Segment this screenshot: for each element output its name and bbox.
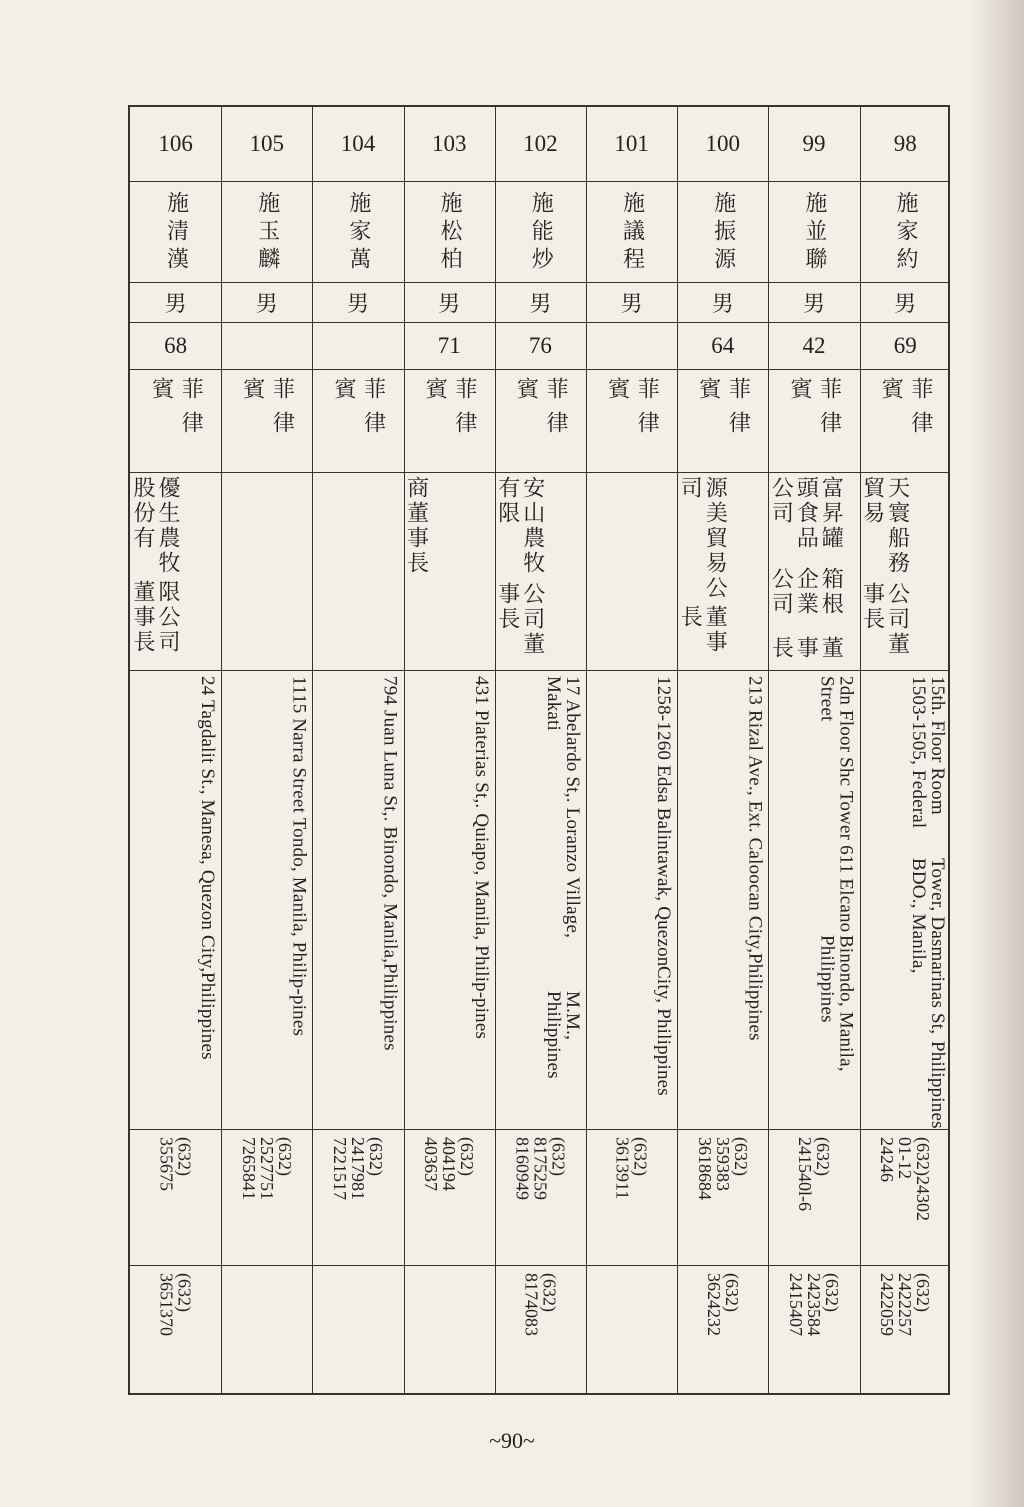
phone-line: (632)24302 bbox=[913, 1137, 934, 1221]
nationality-cell bbox=[495, 369, 586, 472]
column-divider bbox=[404, 107, 405, 1393]
divider-name bbox=[130, 282, 948, 283]
position-text bbox=[677, 472, 733, 670]
address-line: 15th. Floor Room 1503-1505, Federal bbox=[907, 676, 948, 829]
gender-cell bbox=[860, 282, 951, 322]
age: 68 bbox=[164, 332, 188, 358]
position-cell bbox=[586, 472, 677, 670]
record-id-cell bbox=[677, 107, 768, 181]
address-line: 2dn Floor Shc Tower 611 Elcano Street bbox=[816, 676, 857, 933]
gender: 男 bbox=[255, 291, 278, 317]
gender: 男 bbox=[164, 291, 187, 317]
position-line: 董事長 bbox=[403, 501, 429, 576]
gender: 男 bbox=[346, 291, 369, 317]
phone2-cell bbox=[404, 1265, 495, 1397]
address-text bbox=[909, 676, 947, 1129]
record-id-cell bbox=[495, 107, 586, 181]
record-id-cell bbox=[221, 107, 312, 181]
phone-line: (632) bbox=[730, 1137, 751, 1176]
phone-line: 2527751 bbox=[256, 1137, 277, 1200]
phone2-text bbox=[787, 1273, 841, 1397]
address-line: 24 Tagdalit St., Manesa, Quezon City, bbox=[197, 676, 219, 973]
record-id: 100 bbox=[705, 131, 741, 156]
name-cell bbox=[586, 181, 677, 282]
record-id-cell bbox=[312, 107, 403, 181]
position-line: 公司董事長 bbox=[494, 581, 545, 657]
position-text bbox=[768, 472, 849, 670]
phone-cell bbox=[130, 1129, 221, 1265]
name-cell bbox=[404, 181, 495, 282]
record-column bbox=[586, 107, 677, 1393]
phone-cell bbox=[495, 1129, 586, 1265]
gender-cell bbox=[586, 282, 677, 322]
phone-line: 403637 bbox=[421, 1137, 442, 1191]
phone2-cell bbox=[495, 1265, 586, 1397]
address-cell bbox=[130, 670, 221, 1129]
age-cell bbox=[677, 322, 768, 369]
column-divider bbox=[677, 107, 678, 1393]
divider-address bbox=[130, 1129, 948, 1130]
column-divider bbox=[860, 107, 861, 1393]
record-column bbox=[221, 107, 312, 1393]
address-line: 1258-1260 Edsa Balintawak, Quezon bbox=[653, 676, 675, 967]
position-cell bbox=[404, 472, 495, 670]
page-number: ~90~ bbox=[489, 1428, 535, 1453]
age: 76 bbox=[528, 332, 552, 358]
age-cell bbox=[768, 322, 859, 369]
address-text bbox=[818, 676, 856, 1129]
name-cell bbox=[221, 181, 312, 282]
position-cell bbox=[677, 472, 768, 670]
record-id: 105 bbox=[249, 131, 285, 156]
phone-line: (632) bbox=[812, 1137, 833, 1176]
nationality-cell bbox=[404, 369, 495, 472]
name-cell bbox=[495, 181, 586, 282]
phone-line: 404194 bbox=[439, 1137, 460, 1191]
phone-text bbox=[513, 1137, 567, 1265]
person-name: 施清漢 bbox=[163, 191, 189, 275]
age: 64 bbox=[711, 332, 735, 358]
phone2-cell bbox=[586, 1265, 677, 1397]
nationality: 菲律賓 bbox=[239, 377, 295, 445]
nationality: 菲律賓 bbox=[513, 377, 569, 445]
position-line: 源美貿易公司 bbox=[677, 476, 728, 601]
record-column bbox=[404, 107, 495, 1393]
phone2-line: 8174083 bbox=[521, 1273, 542, 1336]
phone-line: (632) bbox=[457, 1137, 478, 1176]
position-line: 董事長 bbox=[677, 605, 728, 656]
gender: 男 bbox=[620, 291, 643, 317]
column-divider bbox=[495, 107, 496, 1393]
person-name: 施玉麟 bbox=[254, 191, 280, 275]
name-cell bbox=[130, 181, 221, 282]
nationality-cell bbox=[860, 369, 951, 472]
address-cell bbox=[312, 670, 403, 1129]
divider-phone bbox=[130, 1265, 948, 1266]
nationality: 菲律賓 bbox=[422, 377, 477, 445]
gender-cell bbox=[404, 282, 495, 322]
phone-line: 8160949 bbox=[512, 1137, 533, 1200]
gender: 男 bbox=[438, 291, 461, 317]
phone-line: 8175259 bbox=[530, 1137, 551, 1200]
phone-line: (632) bbox=[174, 1137, 195, 1176]
address-cell bbox=[404, 670, 495, 1129]
nationality: 菲律賓 bbox=[148, 377, 204, 445]
age: 69 bbox=[893, 332, 917, 358]
phone-cell bbox=[221, 1129, 312, 1265]
record-id: 104 bbox=[340, 131, 376, 156]
phone-line: (632) bbox=[630, 1137, 651, 1176]
column-divider bbox=[586, 107, 587, 1393]
record-column bbox=[130, 107, 221, 1393]
position-line: 限公司董事長 bbox=[130, 580, 180, 656]
address-cell bbox=[768, 670, 859, 1129]
record-id-cell bbox=[404, 107, 495, 181]
person-name: 施能炒 bbox=[528, 191, 554, 275]
address-text bbox=[472, 676, 491, 1129]
record-column bbox=[495, 107, 586, 1393]
phone2-line: (632) bbox=[539, 1273, 560, 1312]
divider-gender bbox=[130, 322, 948, 323]
divider-position bbox=[130, 670, 948, 671]
position-line: 公司董事長 bbox=[859, 581, 910, 657]
address-line: Philippines bbox=[744, 953, 766, 1041]
phone-text bbox=[422, 1137, 476, 1265]
record-id: 99 bbox=[802, 131, 826, 156]
address-text bbox=[198, 676, 217, 1129]
phone-line: (632) bbox=[365, 1137, 386, 1176]
phone2-text bbox=[522, 1273, 558, 1397]
nationality-cell bbox=[130, 369, 221, 472]
address-cell bbox=[860, 670, 951, 1129]
phone-line: 359383 bbox=[712, 1137, 733, 1191]
gender-cell bbox=[130, 282, 221, 322]
age-cell bbox=[404, 322, 495, 369]
divider-id bbox=[130, 181, 948, 182]
phone-text bbox=[331, 1137, 385, 1265]
gender-cell bbox=[221, 282, 312, 322]
nationality: 菲律賓 bbox=[330, 377, 386, 445]
record-id: 98 bbox=[893, 131, 917, 156]
record-id-cell bbox=[586, 107, 677, 181]
position-line: 安山農牧有限 bbox=[494, 476, 545, 576]
record-column bbox=[860, 107, 951, 1393]
gender-cell bbox=[495, 282, 586, 322]
age-cell bbox=[221, 322, 312, 369]
phone2-line: 3624232 bbox=[703, 1273, 724, 1336]
phone-line: 01-12 bbox=[895, 1137, 916, 1179]
address-text bbox=[745, 676, 764, 1129]
phone-cell bbox=[312, 1129, 403, 1265]
phone-text bbox=[158, 1137, 194, 1265]
age: 71 bbox=[437, 332, 461, 358]
position-text bbox=[404, 472, 435, 670]
column-divider bbox=[768, 107, 769, 1393]
record-id: 102 bbox=[523, 131, 558, 156]
address-line: pines bbox=[288, 994, 310, 1036]
name-cell bbox=[860, 181, 951, 282]
person-name: 施家萬 bbox=[345, 191, 371, 275]
record-column bbox=[677, 107, 768, 1393]
position-text bbox=[860, 472, 916, 670]
person-name: 施家約 bbox=[893, 191, 919, 275]
address-text bbox=[289, 676, 308, 1129]
record-id-cell bbox=[768, 107, 859, 181]
phone-line: 3613911 bbox=[612, 1137, 633, 1200]
nationality: 菲律賓 bbox=[695, 377, 751, 445]
phone2-line: (632) bbox=[821, 1273, 842, 1312]
address-line: pines bbox=[470, 998, 492, 1040]
address-line: City, Philippines bbox=[653, 966, 675, 1097]
gender: 男 bbox=[894, 291, 917, 317]
phone2-text bbox=[705, 1273, 741, 1397]
address-cell bbox=[495, 670, 586, 1129]
phone2-text bbox=[158, 1273, 194, 1397]
age-cell bbox=[312, 322, 403, 369]
phone2-cell bbox=[221, 1265, 312, 1397]
nationality-cell bbox=[586, 369, 677, 472]
phone-line: 3618684 bbox=[694, 1137, 715, 1200]
page-edge-shadow bbox=[969, 0, 1024, 1507]
phone-cell bbox=[677, 1129, 768, 1265]
record-column bbox=[768, 107, 859, 1393]
address-line: Philippines bbox=[197, 972, 219, 1061]
position-line: 富昇罐頭食品公司 bbox=[768, 476, 844, 551]
phone2-line: 3651370 bbox=[156, 1273, 177, 1336]
gender-cell bbox=[312, 282, 403, 322]
address-cell bbox=[221, 670, 312, 1129]
phone-cell bbox=[586, 1129, 677, 1265]
phone2-line: (632) bbox=[174, 1273, 195, 1312]
name-cell bbox=[768, 181, 859, 282]
phone-line: (632) bbox=[548, 1137, 569, 1176]
address-line: 17 Abelardo St,. Loranzo Village, Makati bbox=[542, 676, 583, 939]
position-text bbox=[130, 472, 186, 670]
phone-text bbox=[696, 1137, 750, 1265]
phone-text bbox=[240, 1137, 294, 1265]
address-line: 213 Rizal Ave., Ext. Caloocan City, bbox=[744, 676, 766, 954]
phone2-cell bbox=[768, 1265, 859, 1397]
position-cell bbox=[768, 472, 859, 670]
phone-line: 2417981 bbox=[347, 1137, 368, 1200]
nationality-cell bbox=[677, 369, 768, 472]
age-cell bbox=[586, 322, 677, 369]
divider-nationality bbox=[130, 472, 948, 473]
address-line: Philippines bbox=[926, 1041, 948, 1129]
phone-line: (632) bbox=[274, 1137, 295, 1176]
phone-line: 24246 bbox=[877, 1137, 898, 1182]
nationality: 菲律賓 bbox=[604, 377, 660, 445]
position-cell bbox=[221, 472, 312, 670]
phone-text bbox=[614, 1137, 650, 1265]
position-cell bbox=[312, 472, 403, 670]
name-cell bbox=[312, 181, 403, 282]
record-table bbox=[128, 105, 950, 1395]
address-line: Tower, Dasmarinas St, BDO., Manila, bbox=[907, 858, 948, 1035]
column-divider bbox=[221, 107, 222, 1393]
phone2-line: 2423584 bbox=[803, 1273, 824, 1336]
address-line: Philippines bbox=[379, 963, 401, 1051]
position-line: 董事長 bbox=[768, 635, 844, 661]
age: 42 bbox=[802, 332, 826, 358]
position-line: 優生農牧股份有 bbox=[130, 476, 180, 576]
record-id-cell bbox=[860, 107, 951, 181]
position-text bbox=[495, 472, 551, 670]
phone2-cell bbox=[130, 1265, 221, 1397]
address-text bbox=[381, 676, 400, 1129]
phone2-line: 2415407 bbox=[785, 1273, 806, 1336]
address-cell bbox=[677, 670, 768, 1129]
age-cell bbox=[860, 322, 951, 369]
person-name: 施振源 bbox=[710, 191, 736, 275]
phone-text bbox=[796, 1137, 832, 1265]
phone2-cell bbox=[677, 1265, 768, 1397]
gender: 男 bbox=[802, 291, 825, 317]
phone-line: 7221517 bbox=[329, 1137, 350, 1200]
position-line: 天寰船務貿易 bbox=[859, 476, 910, 576]
phone-line: 355675 bbox=[156, 1137, 177, 1191]
phone-line: 7265841 bbox=[238, 1137, 259, 1200]
phone-cell bbox=[768, 1129, 859, 1265]
address-line: 1115 Narra Street Tondo, Manila, Philip- bbox=[288, 676, 310, 995]
address-line: 794 Juan Luna St,. Binondo, Manila, bbox=[379, 676, 401, 964]
gender: 男 bbox=[711, 291, 734, 317]
person-name: 施松柏 bbox=[437, 191, 463, 275]
column-divider bbox=[312, 107, 313, 1393]
position-line: 箱根企業公司 bbox=[768, 567, 844, 618]
phone2-text bbox=[878, 1273, 932, 1397]
address-text bbox=[544, 676, 582, 1129]
address-cell bbox=[586, 670, 677, 1129]
person-name: 施並聯 bbox=[801, 191, 827, 275]
phone2-cell bbox=[860, 1265, 951, 1397]
phone-cell bbox=[404, 1129, 495, 1265]
position-cell bbox=[495, 472, 586, 670]
nationality-cell bbox=[768, 369, 859, 472]
position-line: 商 bbox=[403, 476, 429, 501]
phone-cell bbox=[860, 1129, 951, 1265]
nationality-cell bbox=[221, 369, 312, 472]
record-id: 101 bbox=[614, 131, 649, 156]
address-line: 431 Platerias St,. Quiapo, Manila, Philip- bbox=[470, 676, 492, 999]
phone2-line: 2422059 bbox=[877, 1273, 898, 1336]
divider-age bbox=[130, 369, 948, 370]
age-cell bbox=[495, 322, 586, 369]
record-id-cell bbox=[130, 107, 221, 181]
phone2-line: (632) bbox=[721, 1273, 742, 1312]
nationality-cell bbox=[312, 369, 403, 472]
gender-cell bbox=[768, 282, 859, 322]
phone-line: 241540l-6 bbox=[794, 1137, 815, 1211]
gender: 男 bbox=[529, 291, 552, 317]
address-text bbox=[654, 676, 673, 1129]
address-line: Binondo, Manila, Philippines bbox=[816, 935, 857, 1072]
nationality: 菲律賓 bbox=[786, 377, 842, 445]
address-line: M.M., Philippines bbox=[542, 990, 583, 1079]
record-id: 106 bbox=[158, 131, 193, 156]
record-column bbox=[312, 107, 403, 1393]
person-name: 施議程 bbox=[619, 191, 645, 275]
nationality: 菲律賓 bbox=[878, 377, 933, 445]
phone-text bbox=[878, 1137, 932, 1265]
position-cell bbox=[130, 472, 221, 670]
record-id: 103 bbox=[431, 131, 467, 156]
position-cell bbox=[860, 472, 951, 670]
age-cell bbox=[130, 322, 221, 369]
name-cell bbox=[677, 181, 768, 282]
phone2-line: (632) bbox=[913, 1273, 934, 1312]
phone2-cell bbox=[312, 1265, 403, 1397]
phone2-line: 2422257 bbox=[895, 1273, 916, 1336]
gender-cell bbox=[677, 282, 768, 322]
